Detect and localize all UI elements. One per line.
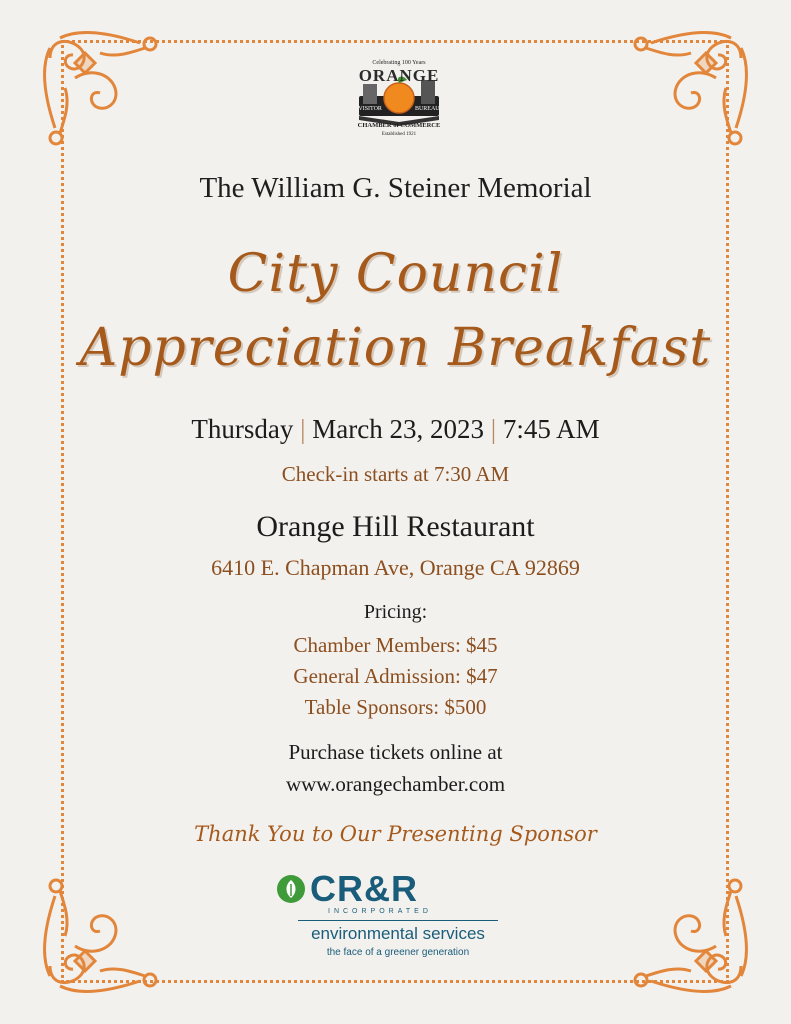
price-item: General Admission: $47 [293,664,498,688]
event-title-line1: City Council [227,244,564,304]
logo-visitor-bureau [351,106,447,112]
ornament-corner-bottom-right [621,866,751,996]
sponsor-division: environmental services [311,924,485,943]
event-time: 7:45 AM [502,414,600,444]
price-item: Table Sponsors: $500 [304,695,487,719]
ornament-corner-top-left [40,28,170,158]
orange-chamber-logo [351,60,447,142]
date-separator: | [300,414,306,444]
purchase-url-link[interactable]: www.orangechamber.com [285,772,506,796]
logo-orange-word: ORANGE [358,66,440,85]
event-day: Thursday [191,414,294,444]
sponsor-tagline: the face of a greener generation [326,947,470,958]
purchase-text: Purchase tickets online at [288,740,503,764]
checkin-text: Check-in starts at 7:30 AM [281,462,510,486]
sponsor-incorporated: INCORPORATED [328,908,432,915]
sponsor-thanks-text: Thank You to Our Presenting Sponsor [194,822,597,846]
logo-bureau-text: BUREAU [414,106,440,112]
ornament-corner-top-right [621,28,751,158]
price-item: Chamber Members: $45 [293,633,498,657]
logo-visitor-text: VISITOR [358,106,382,112]
sponsor-name: CR&R [310,868,418,909]
logo-celebrating-text: Celebrating 100 Years [372,60,426,66]
ornament-corner-bottom-left [40,866,170,996]
sponsor-divider [298,920,498,921]
date-separator: | [490,414,497,444]
sponsor-logo-crr [268,868,528,968]
logo-established-text: Established 1921 [381,132,417,137]
leaf-icon [276,874,306,904]
event-dateline [0,414,791,445]
venue-name: Orange Hill Restaurant [256,510,535,543]
event-title-line2: Appreciation Breakfast [79,318,712,378]
logo-chamber-text: CHAMBER of COMMERCE [357,122,441,129]
pricing-label: Pricing: [363,601,428,623]
memorial-heading: The William G. Steiner Memorial [199,172,592,204]
venue-address: 6410 E. Chapman Ave, Orange CA 92869 [211,555,580,580]
event-date: March 23, 2023 [312,414,484,444]
